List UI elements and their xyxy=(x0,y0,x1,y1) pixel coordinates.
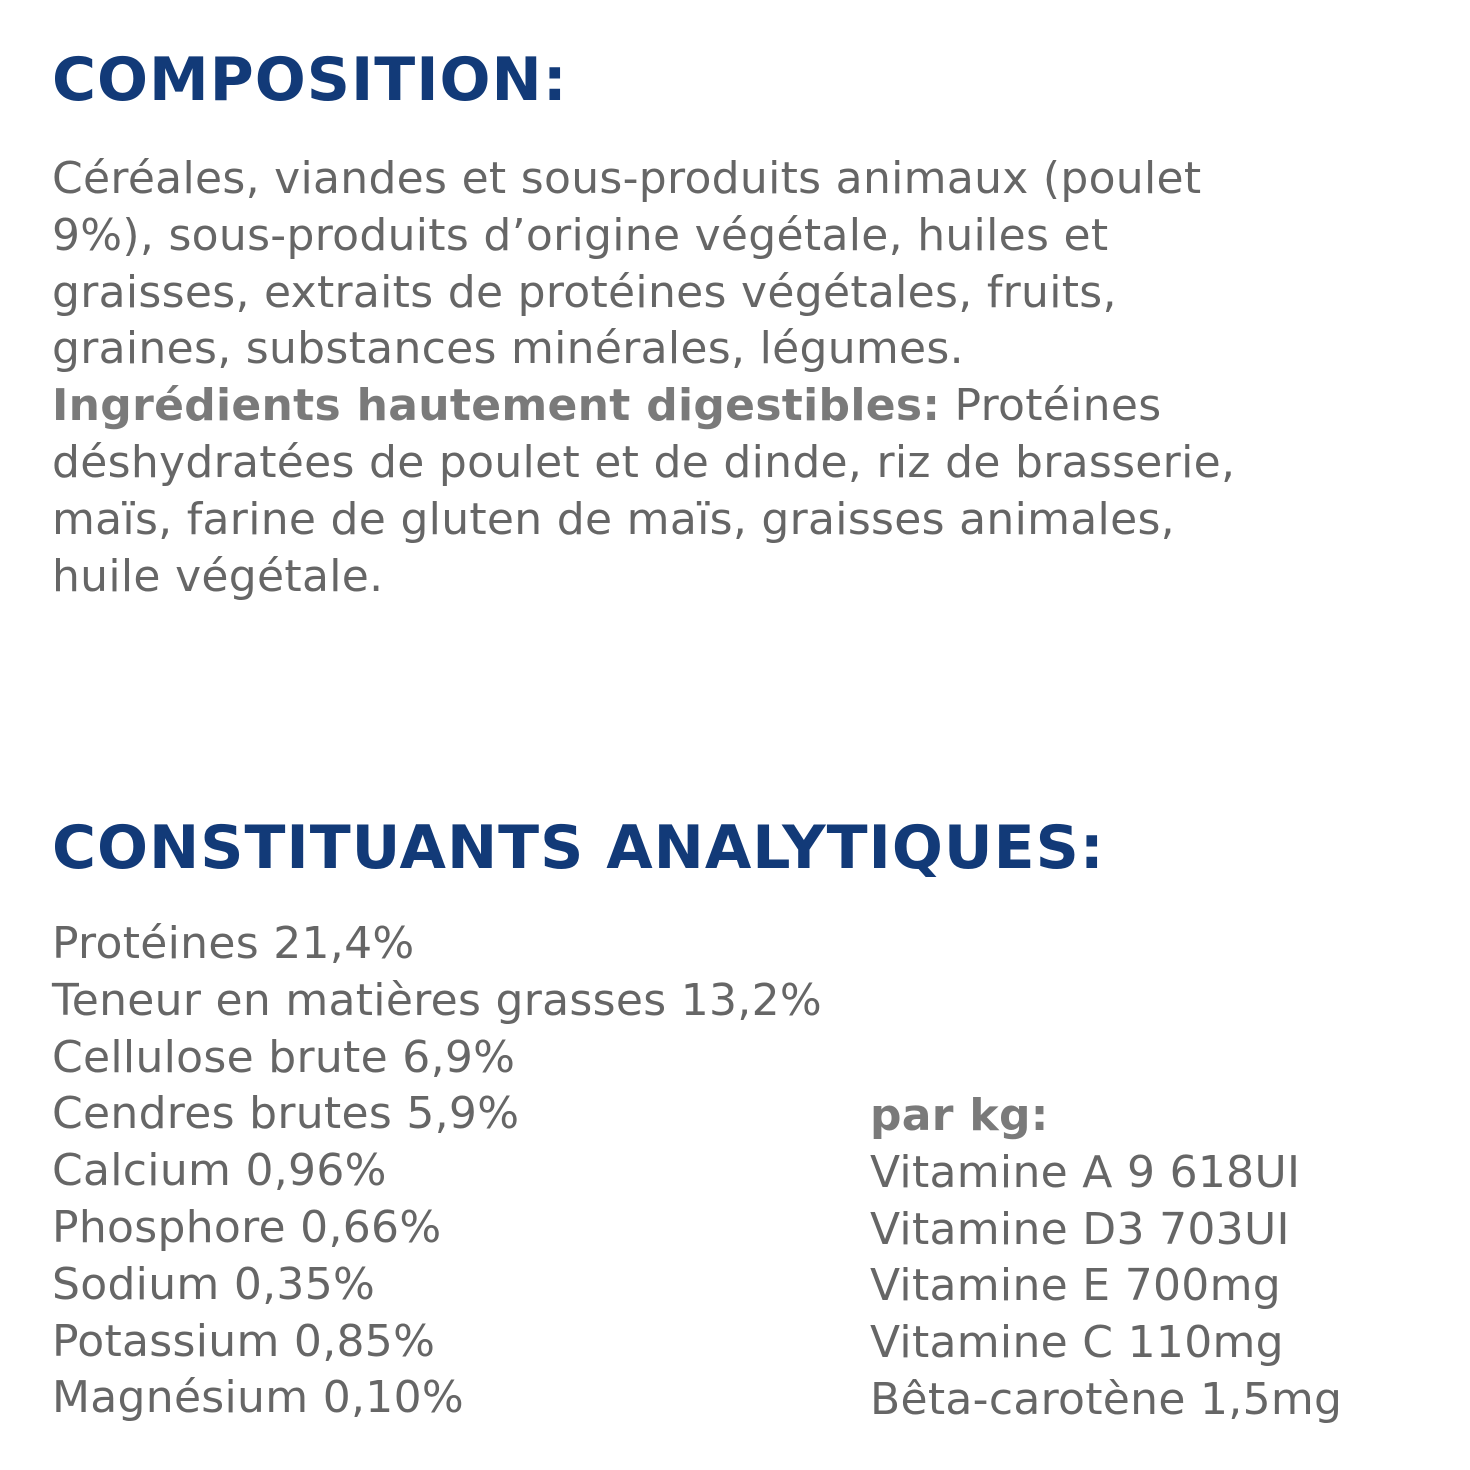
constituent-item: Protéines 21,4% xyxy=(52,918,415,969)
digestible-ingredients-line: maïs, farine de gluten de maïs, graisses animales, xyxy=(52,493,1175,545)
composition-text xyxy=(52,151,1447,605)
constituent-item: Sodium 0,35% xyxy=(52,1258,376,1310)
per-kg-title: par kg: xyxy=(870,1090,1049,1141)
digestible-ingredients-label: Ingrédients hautement digestibles: xyxy=(52,380,941,432)
constituent-item: Potassium 0,85% xyxy=(52,1315,436,1367)
composition-line: 9%), sous-produits d’origine végétale, huiles et xyxy=(52,209,1109,261)
analytic-constituents-heading: CONSTITUANTS ANALYTIQUES: xyxy=(52,813,1105,883)
digestible-ingredients-line xyxy=(52,378,1447,435)
constituent-item: Calcium 0,96% xyxy=(52,1145,387,1197)
composition-line: graisses, extraits de protéines végétales, fruits, xyxy=(52,266,1117,318)
constituent-item: Phosphore 0,66% xyxy=(52,1201,442,1253)
vitamin-item: Vitamine D3 703UI xyxy=(870,1203,1290,1255)
constituent-item: Cendres brutes 5,9% xyxy=(52,1088,520,1140)
composition-heading: COMPOSITION: xyxy=(52,45,568,115)
vitamin-item: Vitamine C 110mg xyxy=(870,1317,1284,1369)
vitamin-item: Vitamine A 9 618UI xyxy=(870,1146,1301,1198)
vitamin-item: Vitamine E 700mg xyxy=(870,1260,1281,1312)
constituent-item: Magnésium 0,10% xyxy=(52,1372,464,1424)
digestible-ingredients-text: Protéines xyxy=(940,380,1162,432)
constituent-item: Teneur en matières grasses 13,2% xyxy=(52,974,822,1026)
digestible-ingredients-line: huile végétale. xyxy=(52,550,384,602)
vitamin-item: Bêta-carotène 1,5mg xyxy=(870,1373,1343,1425)
composition-line: Céréales, viandes et sous-produits animaux (poulet xyxy=(52,153,1202,204)
composition-line: graines, substances minérales, légumes. xyxy=(52,323,964,375)
digestible-ingredients-line: déshydratées de poulet et de dinde, riz de brasserie, xyxy=(52,436,1236,488)
constituent-item: Cellulose brute 6,9% xyxy=(52,1031,516,1083)
analytic-constituents-list xyxy=(52,916,822,1427)
per-kg-list xyxy=(870,1088,1342,1429)
